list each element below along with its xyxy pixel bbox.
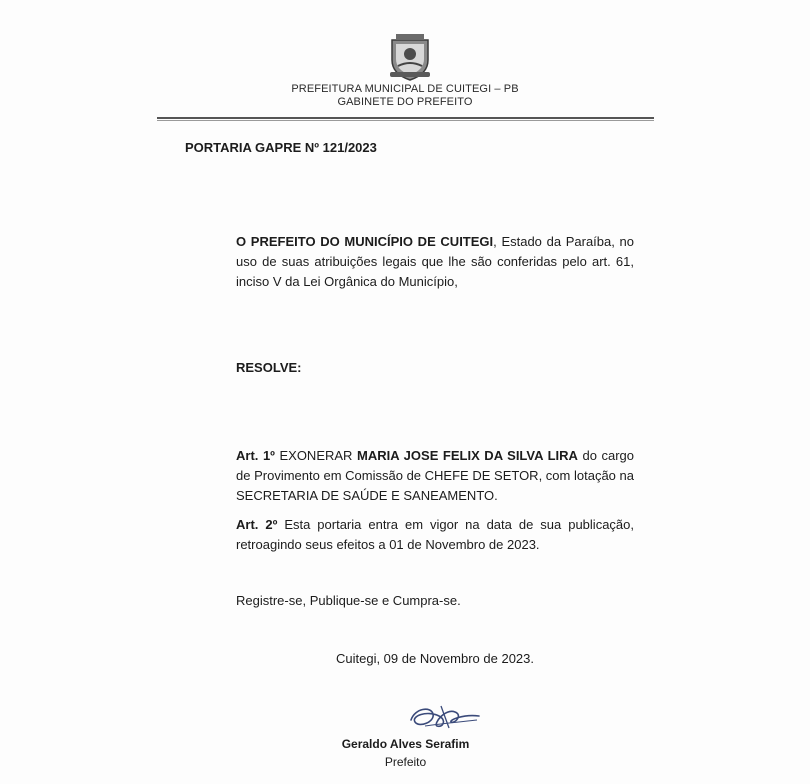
place-and-date: Cuitegi, 09 de Novembro de 2023. [335, 651, 534, 666]
article-1-label: Art. 1º [236, 448, 275, 463]
article-1 [236, 446, 634, 506]
article-1-text: do cargo de Provimento em Comissão de CHEFE DE SETOR, com lotação na SECRETARIA DE SAÚDE E SANEAMENTO. [236, 448, 634, 503]
article-1-person-name: MARIA JOSE FELIX DA SILVA LIRA [357, 448, 578, 463]
article-1-verb: EXONERAR [274, 448, 357, 463]
preamble-subject: O PREFEITO DO MUNICÍPIO DE CUITEGI [236, 234, 494, 249]
municipal-seal-icon [386, 32, 434, 82]
article-2 [236, 515, 634, 555]
header-divider-thin [157, 120, 654, 121]
article-2-label: Art. 2º [236, 517, 278, 532]
signer-name: Geraldo Alves Serafim [341, 737, 470, 751]
preamble-text: , Estado da Paraíba, no uso de suas atribuições legais que lhe são conferidas pelo art. 61, inciso V da Lei Orgânica do Município, [236, 234, 634, 289]
document-title: PORTARIA GAPRE Nº 121/2023 [185, 140, 377, 155]
header-office: GABINETE DO PREFEITO [337, 96, 473, 108]
preamble-paragraph [236, 232, 634, 292]
header-institution: PREFEITURA MUNICIPAL DE CUITEGI – PB [291, 83, 519, 95]
article-2-text: Esta portaria entra em vigor na data de sua publicação, retroagindo seus efeitos a 01 de Novembro de 2023. [236, 517, 634, 552]
handwritten-signature-icon [405, 700, 485, 734]
closing-formula: Registre-se, Publique-se e Cumpra-se. [236, 593, 461, 608]
signer-role: Prefeito [384, 755, 427, 769]
header-divider [157, 117, 654, 119]
resolve-heading: RESOLVE: [236, 360, 302, 375]
